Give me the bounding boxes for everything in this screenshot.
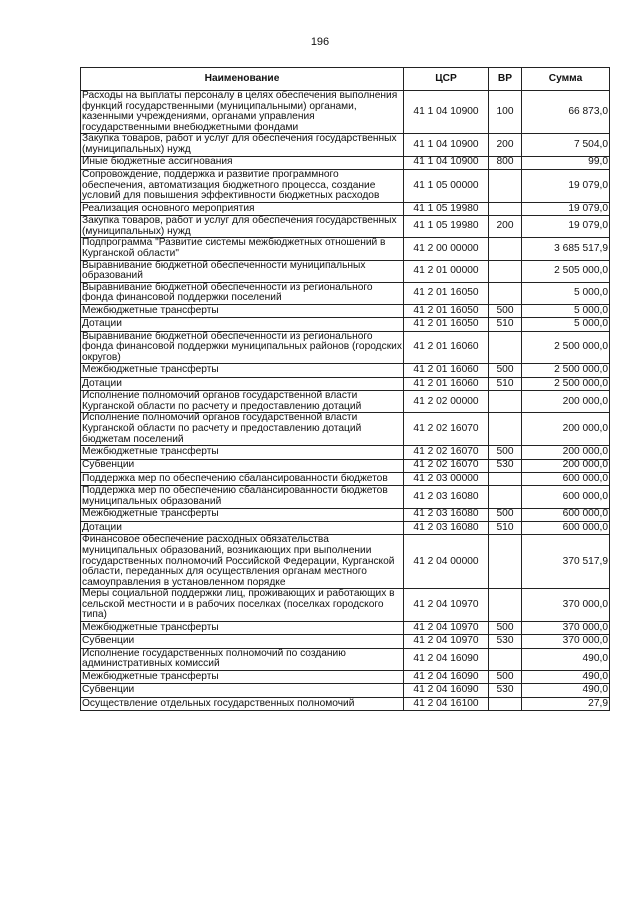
table-header-row [81,68,610,91]
table-row [81,134,610,156]
cell-vr [489,472,522,485]
cell-csr: 41 2 03 16080 [404,508,489,521]
table-row [81,508,610,521]
cell-csr: 41 2 02 16070 [404,413,489,446]
cell-sum: 2 505 000,0 [522,260,610,282]
cell-csr: 41 2 01 16050 [404,304,489,317]
table-row [81,364,610,377]
cell-name: Межбюджетные трансферты [81,446,404,459]
table-row [81,391,610,413]
cell-csr: 41 2 01 00000 [404,260,489,282]
cell-vr [489,413,522,446]
cell-name: Меры социальной поддержки лиц, проживающих и работающих в сельской местности и в рабочих поселках (поселках городского типа) [81,589,404,622]
cell-name: Исполнение полномочий органов государственной власти Курганской области по расчету и предоставлению дотаций бюджетам поселений [81,413,404,446]
cell-name: Осуществление отдельных государственных полномочий [81,697,404,710]
cell-name: Субвенции [81,635,404,648]
cell-csr: 41 1 05 19980 [404,216,489,238]
table-row [81,635,610,648]
cell-sum: 200 000,0 [522,446,610,459]
cell-csr: 41 2 03 00000 [404,472,489,485]
cell-sum: 3 685 517,9 [522,238,610,260]
cell-name: Субвенции [81,459,404,472]
cell-vr: 200 [489,216,522,238]
cell-vr [489,202,522,215]
cell-vr: 500 [489,622,522,635]
cell-sum: 5 000,0 [522,318,610,331]
cell-sum: 5 000,0 [522,282,610,304]
cell-name: Выравнивание бюджетной обеспеченности муниципальных образований [81,260,404,282]
table-row [81,671,610,684]
cell-sum: 600 000,0 [522,521,610,534]
cell-vr [489,589,522,622]
cell-vr [489,282,522,304]
table-row [81,304,610,317]
cell-vr: 500 [489,446,522,459]
table-row [81,377,610,390]
table-row [81,413,610,446]
cell-vr: 510 [489,318,522,331]
cell-vr: 530 [489,635,522,648]
cell-vr [489,260,522,282]
cell-name: Финансовое обеспечение расходных обязательства муниципальных образований, возникающих при выполнении государственных полномочий Российской Федерации, Курганской области, переданных для осуществления органам местного самоуправления в установленном порядке [81,535,404,589]
cell-sum: 490,0 [522,671,610,684]
cell-sum: 600 000,0 [522,486,610,508]
cell-sum: 370 000,0 [522,622,610,635]
cell-name: Межбюджетные трансферты [81,671,404,684]
table-row [81,521,610,534]
cell-sum: 19 079,0 [522,216,610,238]
column-header-csr: ЦСР [404,68,489,91]
cell-sum: 2 500 000,0 [522,364,610,377]
cell-csr: 41 1 04 10900 [404,91,489,134]
cell-csr: 41 2 02 00000 [404,391,489,413]
cell-csr: 41 2 04 10970 [404,622,489,635]
cell-csr: 41 2 01 16060 [404,364,489,377]
cell-vr: 510 [489,521,522,534]
page-number: 196 [310,36,330,48]
cell-sum: 200 000,0 [522,459,610,472]
cell-name: Закупка товаров, работ и услуг для обеспечения государственных (муниципальных) нужд [81,216,404,238]
cell-sum: 99,0 [522,156,610,169]
table-row [81,260,610,282]
cell-vr: 530 [489,684,522,697]
table-row [81,697,610,710]
cell-vr: 100 [489,91,522,134]
cell-csr: 41 2 02 16070 [404,446,489,459]
table-row [81,282,610,304]
cell-csr: 41 2 03 16080 [404,521,489,534]
cell-csr: 41 2 04 00000 [404,535,489,589]
cell-name: Субвенции [81,684,404,697]
cell-csr: 41 1 04 10900 [404,156,489,169]
cell-csr: 41 2 04 16090 [404,671,489,684]
cell-name: Иные бюджетные ассигнования [81,156,404,169]
cell-csr: 41 1 05 00000 [404,169,489,202]
cell-vr: 800 [489,156,522,169]
column-header-vr: ВР [489,68,522,91]
cell-vr [489,648,522,670]
table-body [81,91,610,711]
table-row [81,446,610,459]
table-row [81,216,610,238]
cell-vr [489,486,522,508]
table-row [81,156,610,169]
cell-sum: 27,9 [522,697,610,710]
cell-csr: 41 2 04 16090 [404,684,489,697]
table-row [81,535,610,589]
cell-vr [489,169,522,202]
cell-name: Дотации [81,318,404,331]
table-row [81,202,610,215]
table-row [81,331,610,364]
cell-name: Межбюджетные трансферты [81,304,404,317]
table-row [81,486,610,508]
cell-vr [489,697,522,710]
cell-csr: 41 1 04 10900 [404,134,489,156]
cell-vr [489,535,522,589]
cell-sum: 2 500 000,0 [522,377,610,390]
cell-csr: 41 2 04 10970 [404,589,489,622]
cell-name: Расходы на выплаты персоналу в целях обеспечения выполнения функций государственными (муниципальными) органами, казенными учреждениями, органами управления государственными внебюджетными фондами [81,91,404,134]
cell-vr: 530 [489,459,522,472]
cell-vr [489,238,522,260]
cell-sum: 200 000,0 [522,391,610,413]
cell-name: Дотации [81,377,404,390]
cell-csr: 41 2 04 16100 [404,697,489,710]
cell-vr [489,331,522,364]
cell-name: Реализация основного мероприятия [81,202,404,215]
cell-sum: 600 000,0 [522,472,610,485]
cell-name: Закупка товаров, работ и услуг для обеспечения государственных (муниципальных) нужд [81,134,404,156]
cell-vr: 500 [489,364,522,377]
column-header-sum: Сумма [522,68,610,91]
cell-sum: 2 500 000,0 [522,331,610,364]
cell-name: Исполнение государственных полномочий по созданию административных комиссий [81,648,404,670]
cell-name: Поддержка мер по обеспечению сбалансированности бюджетов муниципальных образований [81,486,404,508]
table-row [81,91,610,134]
cell-csr: 41 2 01 16060 [404,331,489,364]
cell-csr: 41 2 04 10970 [404,635,489,648]
cell-sum: 200 000,0 [522,413,610,446]
cell-name: Выравнивание бюджетной обеспеченности из регионального фонда финансовой поддержки поселений [81,282,404,304]
table-row [81,459,610,472]
cell-name: Межбюджетные трансферты [81,508,404,521]
cell-sum: 370 000,0 [522,589,610,622]
table-row [81,622,610,635]
table-row [81,648,610,670]
cell-name: Межбюджетные трансферты [81,622,404,635]
cell-sum: 370 517,9 [522,535,610,589]
cell-sum: 370 000,0 [522,635,610,648]
table-row [81,589,610,622]
cell-csr: 41 2 04 16090 [404,648,489,670]
cell-sum: 19 079,0 [522,169,610,202]
cell-csr: 41 2 00 00000 [404,238,489,260]
table-row [81,318,610,331]
cell-sum: 490,0 [522,684,610,697]
cell-name: Сопровождение, поддержка и развитие программного обеспечения, автоматизация бюджетного процесса, создание условий для повышения эффективности бюджетных расходов [81,169,404,202]
cell-csr: 41 2 03 16080 [404,486,489,508]
cell-csr: 41 2 02 16070 [404,459,489,472]
cell-sum: 490,0 [522,648,610,670]
cell-name: Исполнение полномочий органов государственной власти Курганской области по расчету и предоставлению дотаций [81,391,404,413]
cell-csr: 41 1 05 19980 [404,202,489,215]
column-header-name: Наименование [81,68,404,91]
cell-sum: 600 000,0 [522,508,610,521]
table-row [81,169,610,202]
cell-sum: 19 079,0 [522,202,610,215]
cell-name: Подпрограмма "Развитие системы межбюджетных отношений в Курганской области" [81,238,404,260]
cell-vr: 500 [489,671,522,684]
cell-csr: 41 2 01 16050 [404,282,489,304]
cell-csr: 41 2 01 16060 [404,377,489,390]
cell-vr: 500 [489,508,522,521]
cell-name: Дотации [81,521,404,534]
cell-csr: 41 2 01 16050 [404,318,489,331]
cell-vr: 200 [489,134,522,156]
table-row [81,238,610,260]
cell-name: Выравнивание бюджетной обеспеченности из регионального фонда финансовой поддержки муниципальных районов (городских округов) [82,330,402,363]
budget-table [80,67,610,711]
cell-vr: 500 [489,304,522,317]
cell-name: Поддержка мер по обеспечению сбалансированности бюджетов [81,472,404,485]
cell-vr [489,391,522,413]
table-row [81,472,610,485]
cell-sum: 7 504,0 [522,134,610,156]
table-row [81,684,610,697]
cell-vr: 510 [489,377,522,390]
cell-name: Межбюджетные трансферты [81,364,404,377]
cell-sum: 5 000,0 [522,304,610,317]
cell-sum: 66 873,0 [522,91,610,134]
